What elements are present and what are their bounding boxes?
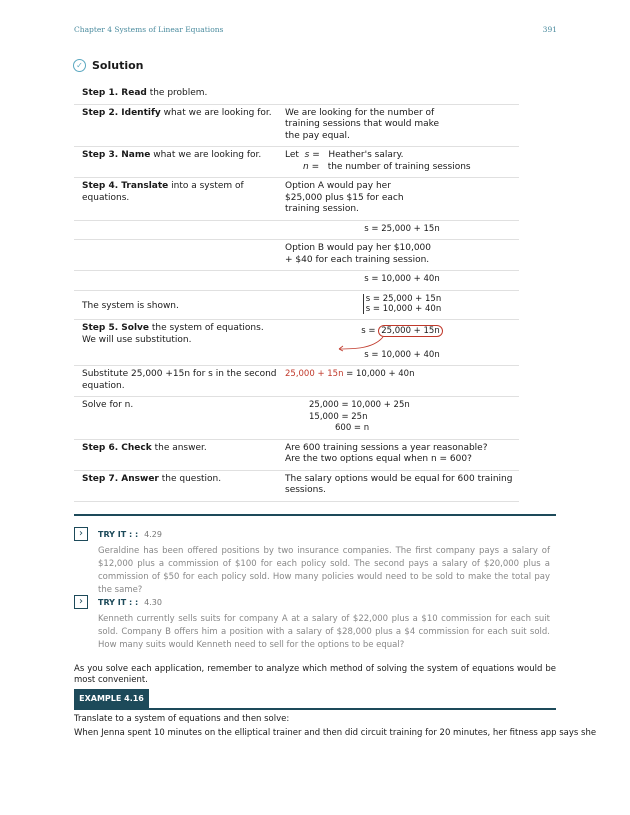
system-equations	[363, 294, 441, 314]
step-5-row	[74, 320, 519, 366]
system-label: The system is shown.	[82, 300, 179, 311]
example-problem: When Jenna spent 10 minutes on the elliptical trainer and then did circuit training for 20 minutes, her fitness app says she	[74, 728, 597, 738]
option-b-row	[74, 240, 519, 271]
step-4-label: Step 4. Translate	[82, 181, 169, 191]
page-number: 391	[542, 25, 557, 34]
substitute-row	[74, 366, 519, 397]
step-3-row	[74, 147, 519, 178]
try-it-1-number: 4.29	[144, 529, 162, 539]
system-eq-1: s = 25,000 + 15n	[365, 293, 442, 304]
eq-a-row	[74, 221, 519, 241]
def-n: the number of training sessions	[327, 161, 471, 172]
eq-b-row	[74, 271, 519, 291]
example-tag: EXAMPLE 4.16	[74, 689, 149, 708]
step-6-row	[74, 440, 519, 471]
check-question-2: Are the two options equal when n = 600?	[285, 454, 472, 464]
step-4-row	[74, 178, 519, 221]
step-3-label: Step 3. Name	[82, 150, 151, 160]
example-bar	[74, 689, 556, 710]
answer-text: The salary options would be equal for 600 training sessions.	[285, 473, 513, 495]
try-it-1-text: Geraldine has been offered positions by two insurance companies. The first company pays a salary of $12,000 plus a commission of $100 for each policy sold. The second pays a salary of $20,000 plus a commission of $50 for each policy sold. How many policies would need to be sold to make the total pay the same?	[98, 546, 550, 595]
step-6-label: Step 6. Check	[82, 442, 152, 453]
step-2-text: what we are looking for.	[160, 107, 272, 118]
advice-paragraph: As you solve each application, remember to analyze which method of solving the system of equations would be most convenient.	[74, 664, 556, 685]
chevron-right-icon[interactable]: ›	[74, 527, 88, 541]
step-3-text: what we are looking for.	[150, 150, 262, 160]
check-question-1: Are 600 training sessions a year reasonable?	[285, 442, 488, 453]
let-word: Let	[285, 150, 299, 160]
var-n: n =	[303, 161, 320, 172]
system-row	[74, 291, 519, 321]
solve-line-2: 15,000 = 25n	[309, 411, 368, 422]
step-5-text2: We will use substitution.	[82, 334, 192, 345]
step-2-row	[74, 105, 519, 148]
system-eq-2: s = 10,000 + 40n	[365, 303, 442, 314]
step-5-label: Step 5. Solve	[82, 323, 149, 333]
substituted-rest: = 10,000 + 40n	[343, 369, 415, 379]
try-it-2-header	[74, 595, 162, 609]
def-s: Heather's salary.	[328, 150, 404, 160]
solution-title: Solution	[92, 59, 144, 72]
step-4-text: into a system of equations.	[82, 181, 244, 203]
try-it-2-label: TRY IT : :	[98, 597, 139, 607]
substituted-expr: 25,000 + 15n	[285, 369, 344, 379]
option-b-text: Option B would pay her $10,000 + $40 for each training session.	[285, 243, 432, 265]
equation-b: s = 10,000 + 40n	[364, 274, 440, 284]
substitution-arrow	[333, 335, 393, 353]
step-2-right: We are looking for the number of training sessions that would make the pay equal.	[285, 107, 440, 141]
check-circle-icon: ✓	[73, 59, 86, 72]
step-2-label: Step 2. Identify	[82, 107, 161, 118]
option-a-text: Option A would pay her $25,000 plus $15 for each training session.	[285, 181, 404, 214]
sub-eq-1a: s =	[361, 326, 376, 336]
step-7-row	[74, 471, 519, 502]
sub-eq-2: s = 10,000 + 40n	[364, 349, 440, 360]
try-it-2-number: 4.30	[144, 597, 162, 607]
chapter-header: Chapter 4 Systems of Linear Equations	[74, 25, 224, 34]
step-1-text: the problem.	[146, 88, 208, 98]
step-1-row	[74, 85, 519, 105]
solve-line-1: 25,000 = 10,000 + 25n	[309, 400, 410, 410]
step-5-text: the system of equations.	[149, 323, 264, 333]
example-instruction: Translate to a system of equations and then solve:	[74, 714, 290, 724]
step-7-label: Step 7. Answer	[82, 473, 159, 484]
var-s: s =	[304, 150, 320, 160]
equation-a: s = 25,000 + 15n	[364, 223, 440, 234]
solve-text: Solve for n.	[82, 400, 134, 410]
try-it-1-header	[74, 527, 162, 541]
solve-row	[74, 397, 519, 440]
solve-line-3: 600 = n	[335, 423, 370, 433]
chevron-right-icon[interactable]: ›	[74, 595, 88, 609]
substitute-text: Substitute 25,000 +15n for s in the second equation.	[82, 369, 277, 391]
divider-rule	[74, 514, 556, 516]
try-it-1-label: TRY IT : :	[98, 529, 139, 539]
step-7-text: the question.	[158, 473, 222, 484]
solution-steps-table	[74, 85, 519, 502]
step-6-text: the answer.	[151, 442, 207, 453]
circled-expression: 25,000 + 15n	[378, 325, 442, 337]
try-it-2-text: Kenneth currently sells suits for company A at a salary of $22,000 plus a $10 commission for each suit sold. Company B offers him a position with a salary of $28,000 plus a $4 commission for each suit sold. How many suits would Kenneth need to sell for the options to be equal?	[98, 614, 550, 650]
step-1-label: Step 1. Read	[82, 88, 147, 98]
